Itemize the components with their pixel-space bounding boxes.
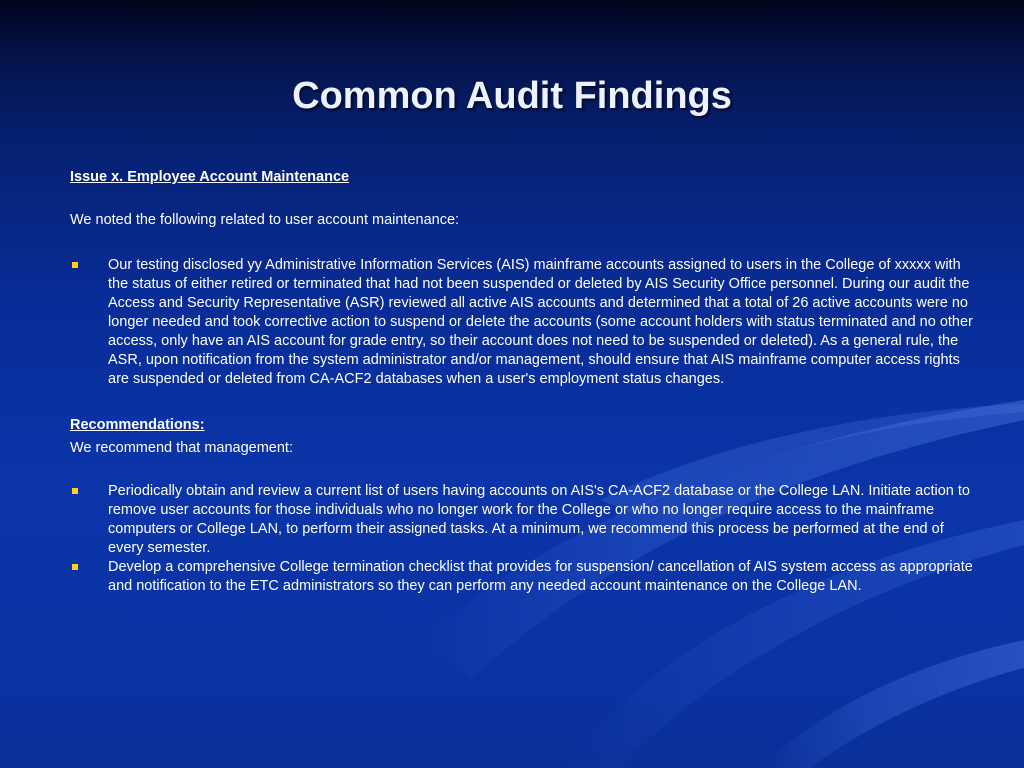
recommendation-bullet [70,558,980,596]
recommendations-heading: Recommendations: [70,417,205,433]
slide-body [70,168,980,596]
recommendation-text: Develop a comprehensive College termination checklist that provides for suspension/ cancellation of AIS system access as appropriate and notification to the ETC administrators so they can perform any needed account maintenance on the College LAN. [108,559,973,594]
square-bullet-icon [70,256,108,275]
slide-title: Common Audit Findings [292,75,732,117]
square-bullet-icon [70,558,108,577]
recommendation-bullet [70,482,980,558]
intro-text: We noted the following related to user account maintenance: [70,212,460,228]
recommendations-intro: We recommend that management: [70,440,293,456]
finding-bullet [70,256,980,389]
recommendation-text: Periodically obtain and review a current list of users having accounts on AIS's CA-ACF2 database or the College LAN. Initiate action to remove user accounts for those individuals who no longer work for the College or who no longer require access to the mainframe computers or College LAN, to perform their assigned tasks. At a minimum, we recommend this process be performed at the end of every semester. [108,483,970,556]
issue-heading: Issue x. Employee Account Maintenance [70,169,350,185]
square-bullet-icon [70,482,108,501]
finding-text: Our testing disclosed yy Administrative Information Services (AIS) mainframe accounts assigned to users in the College of xxxxx with the status of either retired or terminated that had not been suspended or deleted by AIS Security Office personnel. During our audit the Access and Security Representative (ASR) reviewed all active AIS accounts and determined that a total of 26 active accounts were no longer needed and took corrective action to suspend or delete the accounts (some account holders with status terminated and no other access, only have an AIS account for grade entry, so their account does not need to be suspended or deleted). As a general rule, the ASR, upon notification from the system administrator and/or management, should ensure that AIS mainframe computer access rights are suspended or deleted from CA-ACF2 databases when a user's employment status changes. [108,257,973,387]
